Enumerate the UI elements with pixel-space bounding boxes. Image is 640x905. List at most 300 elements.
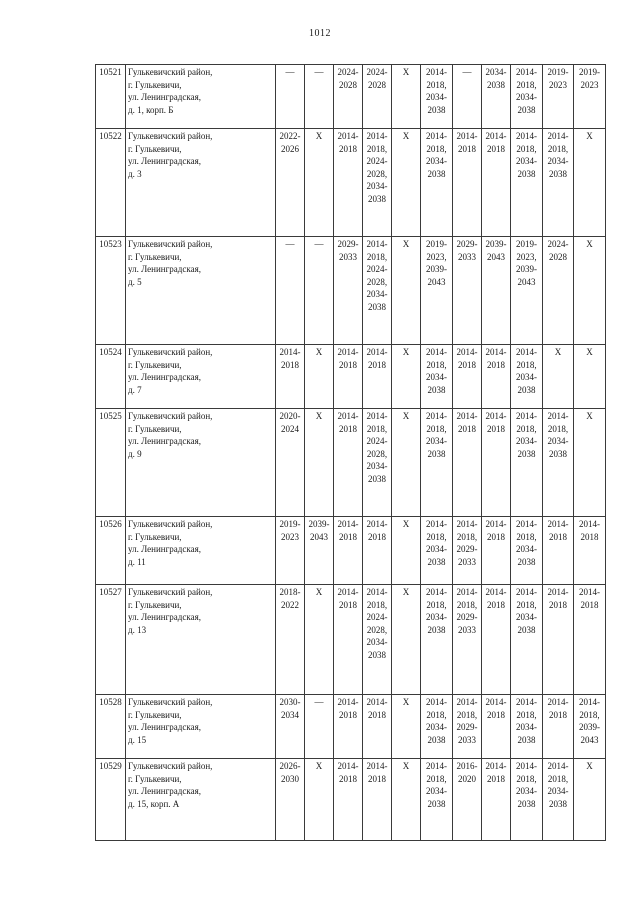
period-line: 2014- bbox=[426, 587, 447, 597]
period-cell bbox=[453, 759, 482, 841]
period-line: 2018, bbox=[456, 599, 478, 610]
period-line: 2038 bbox=[487, 79, 505, 90]
period-line: 2014- bbox=[337, 587, 359, 597]
address-line: д. 7 bbox=[128, 384, 142, 395]
address-line: г. Гулькевичи, bbox=[128, 709, 182, 720]
period-line: 2038 bbox=[517, 798, 536, 809]
period-cell bbox=[453, 695, 482, 759]
period-line: 2014- bbox=[485, 587, 507, 597]
period-line: 2030 bbox=[281, 773, 299, 784]
address-line: г. Гулькевичи, bbox=[128, 143, 182, 154]
table-row bbox=[96, 517, 606, 585]
period-cell bbox=[453, 585, 482, 695]
register-table-body bbox=[96, 65, 606, 841]
period-line: 2038 bbox=[427, 556, 446, 567]
period-line: 2014- bbox=[485, 347, 507, 357]
period-line: X bbox=[586, 131, 593, 141]
period-cell bbox=[453, 345, 482, 409]
period-cell bbox=[392, 695, 421, 759]
period-line: — bbox=[462, 67, 472, 77]
period-line: 2038 bbox=[517, 448, 536, 459]
period-line: 2014- bbox=[547, 761, 569, 771]
period-cell bbox=[482, 345, 511, 409]
period-cell bbox=[574, 409, 606, 517]
period-cell bbox=[334, 65, 363, 129]
period-cell bbox=[574, 129, 606, 237]
period-line: 2028, bbox=[366, 276, 388, 287]
period-line: 2014- bbox=[547, 411, 569, 421]
period-line: 2014- bbox=[516, 519, 537, 529]
period-line: 2024- bbox=[366, 612, 388, 623]
period-line: 2038 bbox=[517, 168, 536, 179]
period-line: 2018, bbox=[426, 79, 447, 90]
address-line: г. Гулькевичи, bbox=[128, 599, 182, 610]
period-line: X bbox=[402, 587, 410, 597]
period-cell bbox=[543, 585, 574, 695]
period-cell bbox=[421, 695, 453, 759]
period-line: 2039- bbox=[516, 264, 537, 275]
period-cell bbox=[421, 65, 453, 129]
period-cell bbox=[305, 129, 334, 237]
period-line: 2014- bbox=[426, 347, 447, 357]
period-line: 2028, bbox=[366, 168, 388, 179]
address-line: ул. Ленинградская, bbox=[128, 436, 201, 447]
period-cell bbox=[543, 759, 574, 841]
period-cell bbox=[305, 65, 334, 129]
period-cell bbox=[421, 759, 453, 841]
table-row bbox=[96, 759, 606, 841]
period-cell bbox=[276, 237, 305, 345]
period-line: 2034- bbox=[516, 156, 537, 167]
period-cell bbox=[543, 517, 574, 585]
period-line: 2014- bbox=[456, 697, 478, 707]
period-cell bbox=[305, 409, 334, 517]
period-cell bbox=[276, 345, 305, 409]
period-line: 2038 bbox=[427, 168, 446, 179]
period-cell bbox=[276, 585, 305, 695]
row-number: 10523 bbox=[96, 237, 126, 345]
table-row bbox=[96, 345, 606, 409]
period-cell bbox=[421, 409, 453, 517]
period-line: 2014- bbox=[485, 697, 507, 707]
period-line: X bbox=[402, 131, 410, 141]
period-cell bbox=[363, 129, 392, 237]
period-line: 2038 bbox=[427, 448, 446, 459]
period-line: 2014- bbox=[456, 519, 478, 529]
period-line: — bbox=[314, 239, 324, 249]
period-line: 2014- bbox=[366, 697, 388, 707]
period-cell bbox=[574, 345, 606, 409]
period-line: 2038 bbox=[427, 798, 446, 809]
period-cell bbox=[574, 585, 606, 695]
period-line: 2034- bbox=[366, 461, 388, 472]
period-line: 2019- bbox=[279, 519, 301, 529]
table-row bbox=[96, 237, 606, 345]
address-line: д. 13 bbox=[128, 624, 147, 635]
period-cell bbox=[453, 237, 482, 345]
period-line: 2034- bbox=[547, 156, 569, 167]
period-line: 2038 bbox=[368, 301, 386, 312]
period-line: 2014- bbox=[456, 411, 478, 421]
period-line: — bbox=[314, 67, 324, 77]
period-line: 2018 bbox=[549, 531, 567, 542]
period-cell bbox=[453, 65, 482, 129]
period-line: 2014- bbox=[426, 67, 447, 77]
period-line: 2043 bbox=[517, 276, 536, 287]
period-line: 2018 bbox=[580, 599, 599, 610]
period-line: 2034 bbox=[281, 709, 299, 720]
period-line: 2018 bbox=[368, 531, 386, 542]
period-cell bbox=[392, 65, 421, 129]
address-line: г. Гулькевичи, bbox=[128, 531, 182, 542]
period-line: 2016- bbox=[456, 761, 478, 771]
period-line: 2018 bbox=[339, 531, 357, 542]
period-line: 2028, bbox=[366, 624, 388, 635]
period-line: 2018, bbox=[516, 599, 537, 610]
period-cell bbox=[482, 517, 511, 585]
period-cell bbox=[574, 237, 606, 345]
period-line: X bbox=[402, 697, 410, 707]
address-cell bbox=[126, 517, 276, 585]
address-cell bbox=[126, 759, 276, 841]
period-line: 2043 bbox=[580, 734, 599, 745]
period-line: 2014- bbox=[516, 411, 537, 421]
period-line: 2014- bbox=[337, 697, 359, 707]
period-line: 2014- bbox=[426, 411, 447, 421]
address-line: г. Гулькевичи, bbox=[128, 251, 182, 262]
period-cell bbox=[334, 759, 363, 841]
period-cell bbox=[511, 695, 543, 759]
period-cell bbox=[421, 129, 453, 237]
period-line: X bbox=[586, 411, 593, 421]
period-cell bbox=[511, 409, 543, 517]
address-line: д. 5 bbox=[128, 276, 142, 287]
period-line: 2034- bbox=[516, 544, 537, 555]
period-line: 2039- bbox=[308, 519, 330, 529]
period-line: 2018, bbox=[426, 143, 447, 154]
period-line: 2034- bbox=[426, 544, 447, 555]
period-line: 2018 bbox=[339, 709, 357, 720]
period-line: 2014- bbox=[337, 411, 359, 421]
address-line: Гулькевичский район, bbox=[128, 587, 213, 597]
period-line: X bbox=[402, 239, 410, 249]
period-line: 2018 bbox=[339, 423, 357, 434]
address-line: д. 15, корп. А bbox=[128, 798, 180, 809]
period-line: 2038 bbox=[368, 193, 386, 204]
period-line: 2014- bbox=[426, 761, 447, 771]
period-line: 2018, bbox=[516, 773, 537, 784]
period-line: 2034- bbox=[426, 722, 447, 733]
period-line: 2014- bbox=[279, 347, 301, 357]
period-line: 2039- bbox=[579, 722, 600, 733]
period-line: X bbox=[315, 131, 323, 141]
row-number: 10528 bbox=[96, 695, 126, 759]
period-line: 2014- bbox=[456, 587, 478, 597]
period-cell bbox=[421, 345, 453, 409]
period-line: 2034- bbox=[426, 612, 447, 623]
period-line: 2023, bbox=[426, 251, 447, 262]
address-line: ул. Ленинградская, bbox=[128, 92, 201, 103]
period-line: 2018, bbox=[516, 359, 537, 370]
period-line: 2014- bbox=[547, 697, 569, 707]
period-cell bbox=[363, 65, 392, 129]
period-line: 2033 bbox=[339, 251, 357, 262]
period-line: 2034- bbox=[426, 92, 447, 103]
period-cell bbox=[334, 517, 363, 585]
period-line: 2018, bbox=[426, 709, 447, 720]
period-line: 2029- bbox=[337, 239, 359, 249]
period-line: 2014- bbox=[426, 697, 447, 707]
period-cell bbox=[511, 517, 543, 585]
period-line: 2029- bbox=[456, 612, 478, 623]
period-line: 2018, bbox=[516, 531, 537, 542]
period-cell bbox=[421, 517, 453, 585]
period-line: 2014- bbox=[516, 67, 537, 77]
period-line: 2039- bbox=[485, 239, 507, 249]
period-line: 2039- bbox=[426, 264, 447, 275]
period-line: 2018 bbox=[487, 599, 505, 610]
period-line: 2034- bbox=[547, 786, 569, 797]
period-line: 2034- bbox=[426, 372, 447, 383]
period-line: 2038 bbox=[517, 624, 536, 635]
period-cell bbox=[543, 129, 574, 237]
period-line: X bbox=[315, 761, 323, 771]
period-line: 2014- bbox=[366, 519, 388, 529]
period-line: 2018 bbox=[549, 709, 567, 720]
period-line: 2018, bbox=[516, 709, 537, 720]
row-number: 10526 bbox=[96, 517, 126, 585]
period-line: 2018 bbox=[487, 423, 505, 434]
period-line: 2023 bbox=[281, 531, 299, 542]
period-line: X bbox=[315, 587, 323, 597]
period-line: 2018, bbox=[547, 423, 569, 434]
period-cell bbox=[305, 585, 334, 695]
period-line: 2014- bbox=[516, 347, 537, 357]
period-line: 2018 bbox=[368, 773, 386, 784]
period-cell bbox=[482, 585, 511, 695]
period-cell bbox=[305, 345, 334, 409]
period-line: X bbox=[402, 519, 410, 529]
address-cell bbox=[126, 409, 276, 517]
period-cell bbox=[334, 129, 363, 237]
period-line: 2034- bbox=[516, 786, 537, 797]
address-line: д. 15 bbox=[128, 734, 147, 745]
period-line: 2014- bbox=[485, 761, 507, 771]
period-line: 2018 bbox=[339, 773, 357, 784]
period-line: 2038 bbox=[549, 448, 567, 459]
period-line: 2024 bbox=[281, 423, 299, 434]
period-cell bbox=[363, 585, 392, 695]
period-line: 2024- bbox=[337, 67, 359, 77]
period-line: 2028 bbox=[339, 79, 357, 90]
row-number: 10522 bbox=[96, 129, 126, 237]
period-line: 2024- bbox=[366, 67, 388, 77]
period-cell bbox=[334, 585, 363, 695]
period-cell bbox=[363, 409, 392, 517]
period-line: 2018, bbox=[547, 143, 569, 154]
address-line: Гулькевичский район, bbox=[128, 347, 213, 357]
period-cell bbox=[574, 517, 606, 585]
period-line: 2014- bbox=[485, 411, 507, 421]
period-cell bbox=[482, 65, 511, 129]
period-cell bbox=[511, 129, 543, 237]
period-cell bbox=[392, 409, 421, 517]
page-number: 1012 bbox=[309, 28, 331, 39]
period-line: 2014- bbox=[337, 761, 359, 771]
period-line: 2038 bbox=[427, 384, 446, 395]
period-line: 2029- bbox=[456, 722, 478, 733]
period-line: 2018 bbox=[487, 143, 505, 154]
period-line: 2029- bbox=[456, 239, 478, 249]
period-line: 2014- bbox=[456, 131, 478, 141]
period-line: 2026- bbox=[279, 761, 301, 771]
period-line: 2033 bbox=[458, 734, 476, 745]
address-cell bbox=[126, 585, 276, 695]
address-line: ул. Ленинградская, bbox=[128, 156, 201, 167]
address-line: ул. Ленинградская, bbox=[128, 786, 201, 797]
row-number: 10525 bbox=[96, 409, 126, 517]
period-line: 2014- bbox=[485, 131, 507, 141]
address-line: Гулькевичский район, bbox=[128, 761, 213, 771]
address-line: г. Гулькевичи, bbox=[128, 359, 182, 370]
period-line: — bbox=[285, 239, 295, 249]
period-cell bbox=[305, 695, 334, 759]
address-line: Гулькевичский район, bbox=[128, 411, 213, 421]
period-cell bbox=[543, 409, 574, 517]
period-line: 2014- bbox=[579, 519, 600, 529]
period-line: 2028 bbox=[368, 79, 386, 90]
period-line: 2019- bbox=[426, 239, 447, 249]
address-line: ул. Ленинградская, bbox=[128, 612, 201, 623]
period-line: 2014- bbox=[337, 131, 359, 141]
period-line: 2018 bbox=[458, 143, 476, 154]
period-line: — bbox=[285, 67, 295, 77]
period-line: 2023, bbox=[516, 251, 537, 262]
address-line: Гулькевичский район, bbox=[128, 697, 213, 707]
period-line: 2028, bbox=[366, 448, 388, 459]
period-line: 2014- bbox=[426, 519, 447, 529]
period-line: 2018, bbox=[366, 423, 388, 434]
address-line: ул. Ленинградская, bbox=[128, 544, 201, 555]
period-cell bbox=[363, 237, 392, 345]
period-line: 2014- bbox=[337, 347, 359, 357]
period-line: 2018, bbox=[516, 143, 537, 154]
period-cell bbox=[334, 237, 363, 345]
table-row bbox=[96, 695, 606, 759]
period-cell bbox=[453, 129, 482, 237]
period-cell bbox=[276, 517, 305, 585]
address-line: д. 1, корп. Б bbox=[128, 104, 174, 115]
period-line: 2014- bbox=[579, 697, 600, 707]
period-line: 2034- bbox=[516, 612, 537, 623]
period-line: 2024- bbox=[366, 156, 388, 167]
period-line: 2018, bbox=[366, 251, 388, 262]
address-cell bbox=[126, 695, 276, 759]
period-cell bbox=[276, 409, 305, 517]
period-line: 2034- bbox=[426, 436, 447, 447]
period-line: 2014- bbox=[366, 587, 388, 597]
period-line: 2018 bbox=[339, 359, 357, 370]
period-line: 2018 bbox=[487, 359, 505, 370]
row-number: 10527 bbox=[96, 585, 126, 695]
period-cell bbox=[543, 695, 574, 759]
period-line: 2018, bbox=[366, 599, 388, 610]
row-number: 10529 bbox=[96, 759, 126, 841]
period-line: 2019- bbox=[516, 239, 537, 249]
period-cell bbox=[511, 65, 543, 129]
period-line: 2018 bbox=[339, 599, 357, 610]
period-line: — bbox=[314, 697, 324, 707]
period-cell bbox=[453, 517, 482, 585]
address-line: Гулькевичский район, bbox=[128, 239, 213, 249]
table-row bbox=[96, 409, 606, 517]
period-cell bbox=[511, 345, 543, 409]
address-line: ул. Ленинградская, bbox=[128, 264, 201, 275]
period-cell bbox=[392, 237, 421, 345]
period-line: X bbox=[315, 411, 323, 421]
period-cell bbox=[482, 237, 511, 345]
period-line: 2018 bbox=[368, 359, 386, 370]
address-line: Гулькевичский район, bbox=[128, 131, 213, 141]
period-line: 2018 bbox=[487, 709, 505, 720]
period-line: 2034- bbox=[366, 181, 388, 192]
period-line: 2014- bbox=[516, 587, 537, 597]
period-line: 2038 bbox=[549, 798, 567, 809]
period-line: 2026 bbox=[281, 143, 299, 154]
period-line: 2014- bbox=[516, 761, 537, 771]
period-cell bbox=[574, 65, 606, 129]
period-cell bbox=[511, 237, 543, 345]
address-line: д. 11 bbox=[128, 556, 146, 567]
period-line: 2014- bbox=[366, 131, 388, 141]
period-line: 2038 bbox=[517, 734, 536, 745]
period-cell bbox=[305, 759, 334, 841]
period-line: 2018, bbox=[456, 709, 478, 720]
period-line: 2014- bbox=[366, 411, 388, 421]
table-row bbox=[96, 585, 606, 695]
period-cell bbox=[334, 345, 363, 409]
period-line: 2018, bbox=[426, 599, 447, 610]
period-cell bbox=[392, 517, 421, 585]
address-cell bbox=[126, 129, 276, 237]
period-line: 2014- bbox=[547, 131, 569, 141]
period-line: 2034- bbox=[366, 637, 388, 648]
period-line: 2033 bbox=[458, 556, 476, 567]
period-line: 2014- bbox=[516, 697, 537, 707]
period-line: 2038 bbox=[517, 104, 536, 115]
period-line: 2018 bbox=[549, 599, 567, 610]
period-cell bbox=[334, 695, 363, 759]
period-line: 2014- bbox=[456, 347, 478, 357]
period-line: 2034- bbox=[516, 372, 537, 383]
period-cell bbox=[453, 409, 482, 517]
period-line: 2038 bbox=[427, 734, 446, 745]
period-line: 2014- bbox=[547, 587, 569, 597]
period-cell bbox=[543, 65, 574, 129]
period-line: 2014- bbox=[366, 239, 388, 249]
period-line: 2034- bbox=[516, 436, 537, 447]
period-line: 2014- bbox=[516, 131, 537, 141]
period-line: 2043 bbox=[427, 276, 446, 287]
period-cell bbox=[363, 517, 392, 585]
address-line: Гулькевичский район, bbox=[128, 519, 213, 529]
period-line: 2038 bbox=[517, 556, 536, 567]
period-line: 2014- bbox=[366, 347, 388, 357]
period-line: 2023 bbox=[549, 79, 567, 90]
table-row bbox=[96, 129, 606, 237]
period-line: 2018- bbox=[279, 587, 301, 597]
period-line: 2038 bbox=[549, 168, 567, 179]
